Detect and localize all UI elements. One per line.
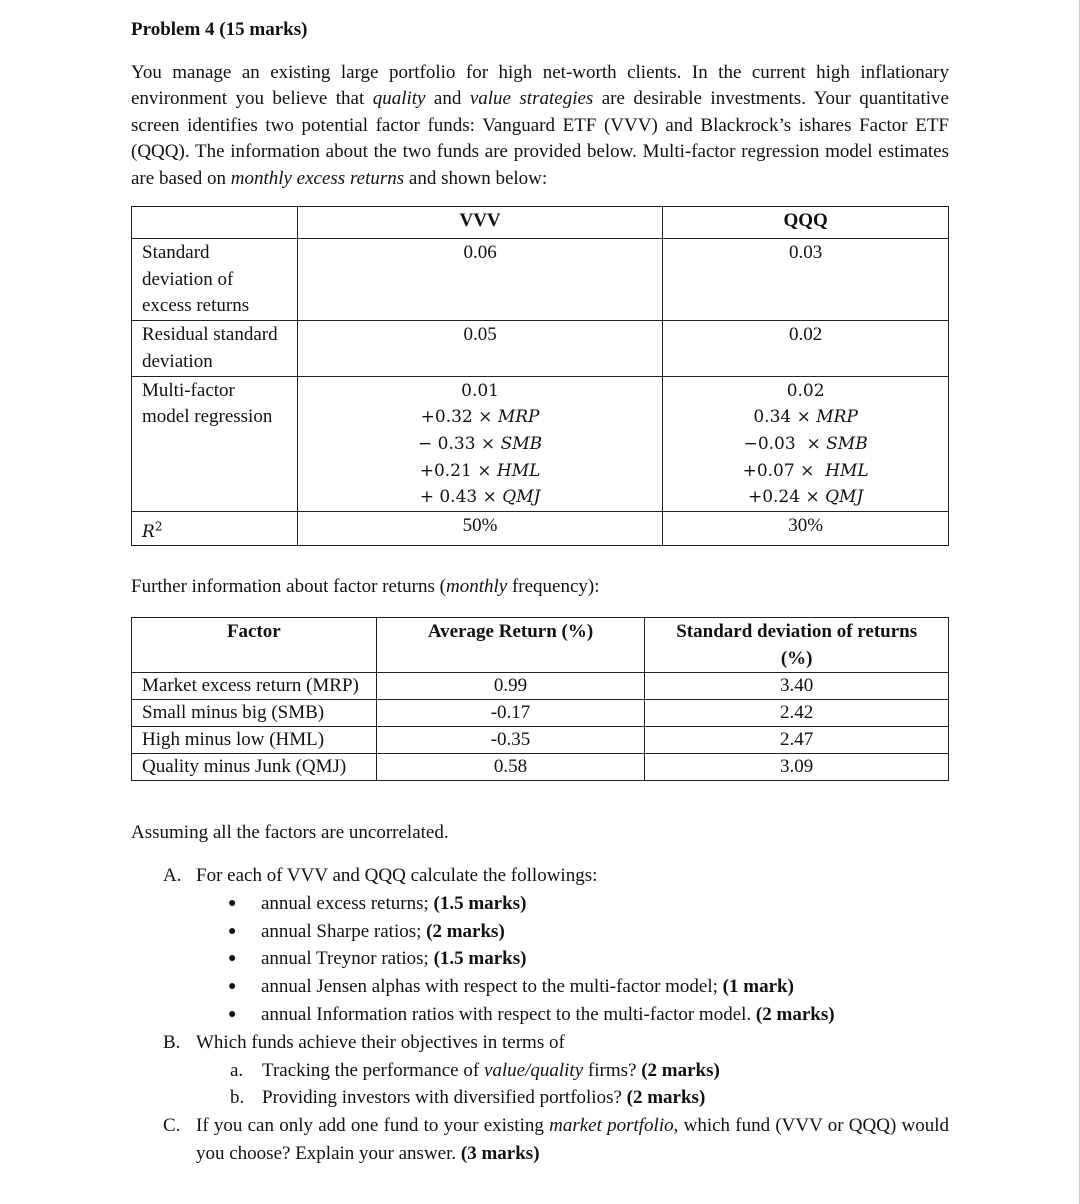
bullet-icon: ● bbox=[228, 951, 237, 967]
question-a-item bbox=[131, 890, 949, 918]
header-qqq: QQQ bbox=[663, 207, 949, 239]
intro-emphasis-value-strategies: value strategies bbox=[469, 88, 594, 110]
factor-variable: MRP bbox=[497, 407, 540, 428]
average-return: -0.35 bbox=[376, 727, 645, 754]
sub-letter: b. bbox=[230, 1087, 245, 1109]
average-return: -0.17 bbox=[376, 700, 645, 727]
bullet-icon: ● bbox=[228, 923, 237, 939]
r-symbol: R bbox=[142, 521, 155, 542]
intro-text: and shown below: bbox=[404, 167, 548, 189]
item-emphasis: value/quality bbox=[483, 1059, 584, 1081]
label-line: Standard bbox=[142, 242, 210, 263]
vvv-value: 0.06 bbox=[297, 239, 662, 321]
item-text bbox=[261, 1001, 835, 1029]
row-label bbox=[132, 376, 298, 512]
label-line: excess returns bbox=[142, 295, 250, 317]
factor-returns-intro bbox=[131, 576, 600, 598]
problem-title: Problem 4 (15 marks) bbox=[131, 19, 308, 40]
table-row bbox=[132, 700, 949, 727]
header-empty-cell bbox=[132, 207, 298, 239]
question-b-item bbox=[131, 1057, 949, 1085]
table-row bbox=[132, 673, 949, 700]
factor-name: Market excess return (MRP) bbox=[132, 673, 377, 700]
std-dev: 2.42 bbox=[645, 700, 949, 727]
equation-term bbox=[298, 431, 662, 458]
question-list bbox=[131, 862, 949, 1168]
intro-emphasis-monthly-excess-returns: monthly excess returns bbox=[230, 167, 405, 189]
item-description: annual Jensen alphas with respect to the multi-factor model; bbox=[261, 976, 723, 998]
intro-text: are desirable investments. Your quantitative screen identifies two potential factor funds: Vanguard ETF (VVV) and Blackrock’s ishares Factor ETF (QQQ). The information about the two funds are provided below. Multi-factor regression model estimates are based on bbox=[131, 88, 949, 189]
equation-term bbox=[298, 404, 662, 431]
item-marks: (2 marks) bbox=[426, 920, 505, 942]
question-a-item bbox=[131, 945, 949, 973]
average-return: 0.99 bbox=[376, 673, 645, 700]
coefficient: +0.21 × bbox=[419, 460, 497, 481]
row-label-r-squared bbox=[132, 512, 298, 546]
question-letter: A. bbox=[163, 865, 182, 886]
factor-variable: QMJ bbox=[825, 487, 864, 508]
factor-name: Quality minus Junk (QMJ) bbox=[132, 754, 377, 781]
item-text bbox=[262, 1057, 720, 1085]
question-a-item bbox=[131, 1001, 949, 1029]
item-marks: (2 marks) bbox=[755, 1003, 835, 1025]
question-a-item bbox=[131, 973, 949, 1001]
intro-text: and bbox=[425, 88, 470, 110]
vvv-value: 0.05 bbox=[297, 321, 662, 376]
vvv-value: 50% bbox=[297, 512, 662, 546]
coefficient: 0.02 bbox=[786, 380, 825, 401]
table-row-std-dev-excess bbox=[132, 239, 949, 321]
label-line: model regression bbox=[142, 406, 273, 428]
table-row-multifactor-regression bbox=[132, 376, 949, 512]
question-marks: (3 marks) bbox=[460, 1142, 540, 1164]
bullet-icon: ● bbox=[228, 895, 237, 911]
equation-term bbox=[663, 431, 948, 458]
std-dev: 2.47 bbox=[645, 727, 949, 754]
factor-variable: HML bbox=[825, 460, 869, 481]
coefficient: − 0.33 × bbox=[418, 433, 501, 454]
factor-variable: HML bbox=[496, 460, 541, 481]
question-b-item bbox=[131, 1084, 949, 1112]
intro-text: You manage an existing large portfolio for high net-worth clients. In the current high inflationary environment you believe that bbox=[131, 62, 949, 110]
item-text bbox=[261, 973, 794, 1001]
coefficient: + 0.43 × bbox=[419, 487, 503, 508]
item-description: annual Information ratios with respect to the multi-factor model. bbox=[261, 1003, 756, 1025]
factor-variable: MRP bbox=[816, 407, 858, 428]
question-text bbox=[196, 1112, 949, 1168]
equation-term bbox=[663, 404, 948, 431]
qqq-value: 30% bbox=[663, 512, 949, 546]
intro-emphasis-monthly: monthly bbox=[445, 576, 508, 597]
table-row-residual-std-dev bbox=[132, 321, 949, 376]
label-line: Residual standard bbox=[142, 324, 278, 346]
table-header-row bbox=[132, 207, 949, 239]
question-b bbox=[131, 1029, 949, 1057]
factor-name: High minus low (HML) bbox=[132, 727, 377, 754]
header-line: (%) bbox=[780, 647, 813, 669]
header-vvv: VVV bbox=[297, 207, 662, 239]
problem-intro-paragraph bbox=[131, 60, 949, 192]
coefficient: 0.01 bbox=[461, 380, 499, 401]
coefficient: +0.32 × bbox=[420, 407, 498, 428]
std-dev: 3.09 bbox=[645, 754, 949, 781]
question-description: , which fund (VVV or QQQ) would you choose? Explain your answer. bbox=[196, 1115, 950, 1164]
question-description: If you can only add one fund to your existing bbox=[196, 1115, 550, 1137]
question-letter: C. bbox=[163, 1115, 181, 1137]
question-text: For each of VVV and QQQ calculate the followings: bbox=[196, 865, 598, 886]
factor-variable: SMB bbox=[500, 433, 543, 454]
coefficient: +0.24 × bbox=[747, 487, 826, 508]
r-squared-symbol bbox=[142, 519, 163, 542]
factor-returns-table bbox=[131, 617, 949, 781]
equation-term bbox=[298, 484, 662, 511]
table-row bbox=[132, 727, 949, 754]
qqq-regression-equation bbox=[663, 376, 949, 512]
table-row-r-squared bbox=[132, 512, 949, 546]
intro-text: Further information about factor returns ( bbox=[131, 576, 446, 597]
question-letter: B. bbox=[163, 1031, 181, 1053]
average-return: 0.58 bbox=[376, 754, 645, 781]
equation-term bbox=[663, 378, 948, 405]
item-description: Providing investors with diversified portfolios? bbox=[262, 1087, 627, 1109]
item-marks: (1.5 marks) bbox=[433, 892, 527, 914]
vvv-regression-equation bbox=[297, 376, 662, 512]
header-line: Standard deviation of returns bbox=[676, 621, 918, 642]
sub-letter: a. bbox=[230, 1059, 244, 1081]
item-text bbox=[261, 918, 505, 946]
label-line: deviation of bbox=[142, 268, 234, 290]
item-description: annual excess returns; bbox=[261, 892, 434, 914]
std-dev: 3.40 bbox=[645, 673, 949, 700]
item-text bbox=[261, 890, 526, 918]
qqq-value: 0.02 bbox=[663, 321, 949, 376]
qqq-value: 0.03 bbox=[663, 239, 949, 321]
item-description: annual Sharpe ratios; bbox=[261, 920, 427, 942]
equation-term bbox=[298, 458, 662, 485]
table-row bbox=[132, 754, 949, 781]
equation-term bbox=[663, 458, 948, 485]
header-std-dev bbox=[645, 618, 949, 673]
item-text bbox=[261, 945, 526, 973]
assumption-statement: Assuming all the factors are uncorrelated. bbox=[131, 822, 449, 843]
question-c bbox=[131, 1112, 949, 1168]
factor-variable: QMJ bbox=[502, 487, 541, 508]
item-text bbox=[262, 1084, 705, 1112]
factor-variable: SMB bbox=[826, 433, 868, 454]
coefficient: −0.03 × bbox=[743, 433, 827, 454]
label-line: Multi-factor bbox=[142, 379, 235, 401]
item-description: annual Treynor ratios; bbox=[261, 948, 434, 970]
header-average-return: Average Return (%) bbox=[376, 618, 645, 673]
question-text: Which funds achieve their objectives in terms of bbox=[196, 1031, 565, 1053]
row-label bbox=[132, 321, 298, 376]
item-marks: (2 marks) bbox=[641, 1059, 720, 1081]
question-a-item bbox=[131, 918, 949, 946]
factor-name: Small minus big (SMB) bbox=[132, 700, 377, 727]
question-emphasis-market-portfolio: market portfolio bbox=[549, 1115, 674, 1137]
bullet-icon: ● bbox=[228, 979, 237, 995]
equation-term bbox=[663, 484, 948, 511]
intro-emphasis-quality: quality bbox=[372, 88, 426, 110]
item-description: firms? bbox=[583, 1059, 642, 1081]
bullet-icon: ● bbox=[228, 1006, 237, 1022]
question-a bbox=[131, 862, 949, 890]
item-marks: (1 mark) bbox=[722, 976, 794, 998]
coefficient: 0.34 × bbox=[753, 407, 817, 428]
item-marks: (1.5 marks) bbox=[433, 948, 527, 970]
coefficient: +0.07 × bbox=[742, 460, 826, 481]
header-factor: Factor bbox=[132, 618, 377, 673]
fund-comparison-table bbox=[131, 206, 949, 546]
item-description: Tracking the performance of bbox=[262, 1059, 484, 1081]
row-label bbox=[132, 239, 298, 321]
label-line: deviation bbox=[142, 350, 213, 372]
equation-term bbox=[298, 378, 662, 405]
superscript-two: 2 bbox=[154, 519, 163, 534]
item-marks: (2 marks) bbox=[626, 1087, 706, 1109]
table-header-row bbox=[132, 618, 949, 673]
intro-text: frequency): bbox=[507, 576, 600, 597]
